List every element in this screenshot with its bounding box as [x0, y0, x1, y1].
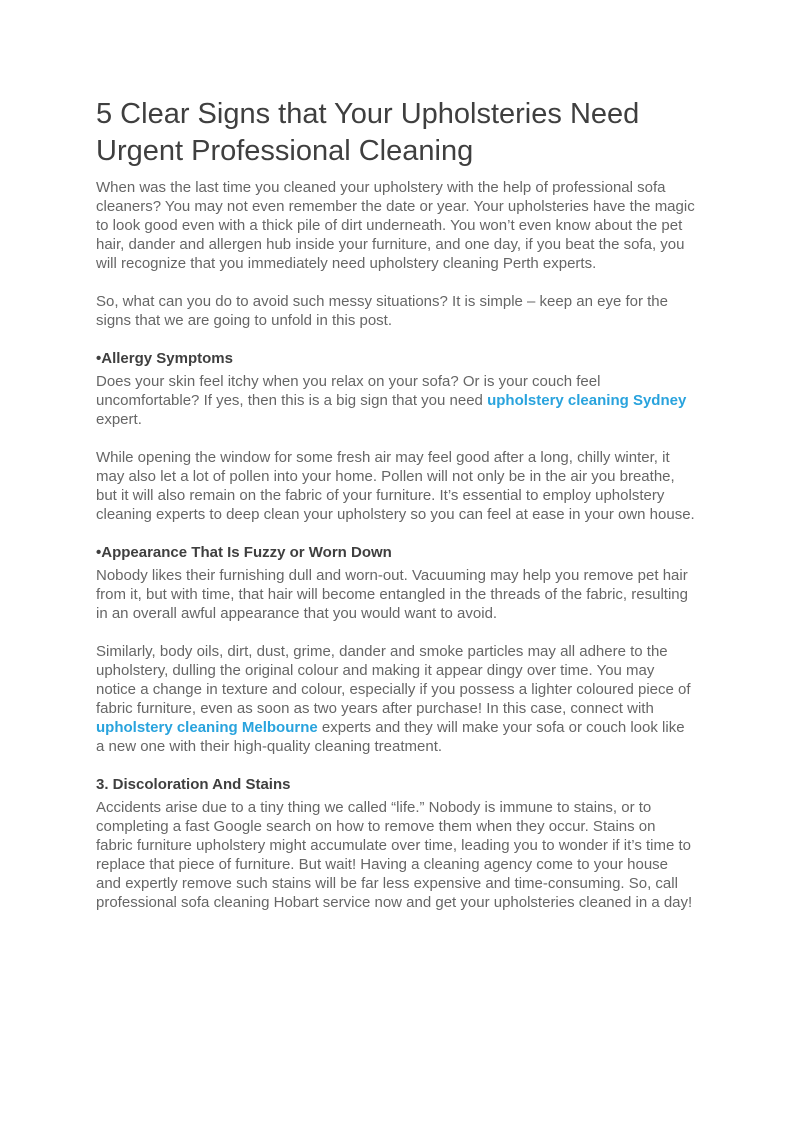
- intro-paragraph-1: When was the last time you cleaned your upholstery with the help of professional sofa cleaners? You may not even remember the date or year. Your upholsteries have the magic to look good even with a thick pile of dirt underneath. You won’t even know about the pet hair, dander and allergen hub inside your furniture, and one day, if you beat the sofa, you will recognize that you immediately need upholstery cleaning Perth experts.: [96, 179, 695, 272]
- intro-paragraph-2: So, what can you do to avoid such messy situations? It is simple – keep an eye for the signs that we are going to unfold in this post.: [96, 293, 668, 329]
- paragraph-text: experts and they will make your sofa or couch look like a new one with their high-quality cleaning treatment.: [96, 719, 685, 755]
- paragraph-allergy-1: [96, 372, 696, 429]
- article-body: [96, 178, 696, 912]
- paragraph-text: expert.: [96, 411, 142, 428]
- paragraph-text: Similarly, body oils, dirt, dust, grime, dander and smoke particles may all adhere to the upholstery, dulling the original colour and making it appear dingy over time. You may notice a change in texture and colour, especially if you possess a lighter coloured piece of fabric furniture, even as soon as two years after purchase! In this case, connect with: [96, 643, 691, 717]
- paragraph-discoloration-1: Accidents arise due to a tiny thing we called “life.” Nobody is immune to stains, or to completing a fast Google search on how to remove them when they occur. Stains on fabric furniture upholstery might accumulate over time, leading you to wonder if it’s time to replace that piece of furniture. But wait! Having a cleaning agency come to your house and expertly remove such stains will be far less expensive and time-consuming. So, call professional sofa cleaning Hobart service now and get your upholsteries cleaned in a day!: [96, 799, 693, 911]
- paragraph-allergy-2: While opening the window for some fresh air may feel good after a long, chilly winter, it may also let a lot of pollen into your home. Pollen will not only be in the air you breathe, but it will also remain on the fabric of your furniture. It’s essential to employ upholstery cleaning experts to deep clean your upholstery so you can feel at ease in your own house.: [96, 449, 695, 523]
- section-heading-appearance-fuzzy-worn: •Appearance That Is Fuzzy or Worn Down: [96, 544, 392, 561]
- paragraph-appearance-1: Nobody likes their furnishing dull and worn-out. Vacuuming may help you remove pet hair from it, but with time, that hair will become entangled in the threads of the fabric, resulting in an overall awful appearance that you would want to avoid.: [96, 567, 688, 622]
- paragraph-appearance-2: [96, 642, 696, 756]
- link-upholstery-cleaning-melbourne[interactable]: upholstery cleaning Melbourne: [96, 719, 318, 736]
- paragraph-text: Does your skin feel itchy when you relax on your sofa? Or is your couch feel uncomfortable? If yes, then this is a big sign that you need: [96, 373, 601, 409]
- article-title: 5 Clear Signs that Your Upholsteries Need Urgent Professional Cleaning: [96, 98, 640, 167]
- section-heading-allergy-symptoms: •Allergy Symptoms: [96, 350, 233, 367]
- link-upholstery-cleaning-sydney[interactable]: upholstery cleaning Sydney: [487, 392, 687, 409]
- section-heading-discoloration-stains: 3. Discoloration And Stains: [96, 776, 291, 793]
